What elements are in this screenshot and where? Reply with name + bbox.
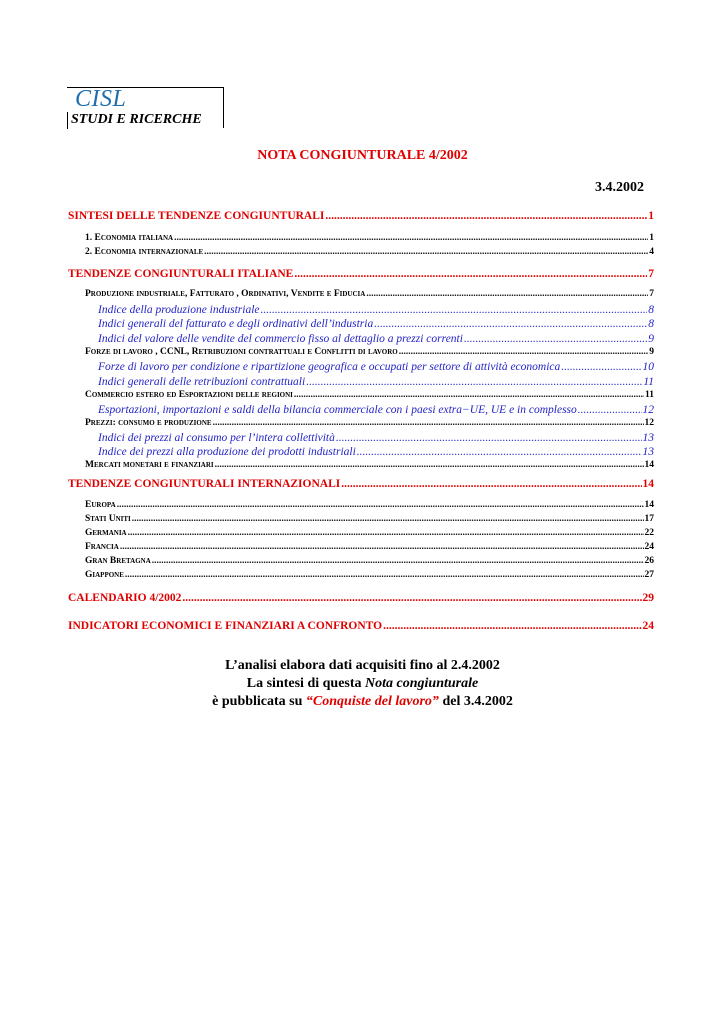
- toc-entry-label: Indici generali delle retribuzioni contrattuali: [98, 376, 306, 388]
- footer-line-2-italic: Nota congiunturale: [365, 676, 479, 691]
- toc-entry-page: 9: [648, 333, 654, 345]
- toc-entry-page: 8: [648, 318, 654, 330]
- toc-entry-page: 26: [644, 556, 654, 566]
- toc-entry-label: Giappone: [85, 570, 124, 580]
- toc-entry[interactable]: [85, 500, 654, 515]
- toc-entry-label: Indici del valore delle vendite del commercio fisso al dettaglio a prezzi correnti: [98, 333, 463, 345]
- toc-entry[interactable]: [68, 592, 654, 607]
- toc-entry-label: Germania: [85, 528, 127, 538]
- toc-entry-page: 1: [648, 210, 654, 222]
- toc-entry-label: CALENDARIO 4/2002: [68, 592, 182, 604]
- toc-entry[interactable]: [68, 620, 654, 635]
- toc-entry-page: 7: [649, 289, 654, 299]
- toc-entry-label: Indici generali del fatturato e degli ordinativi dell’industria: [98, 318, 374, 330]
- toc-entry-page: 29: [642, 592, 654, 604]
- toc-entry-label: 1. Economia italiana: [85, 233, 174, 243]
- footer-line-3-prefix: è pubblicata su: [212, 694, 306, 709]
- toc-entry-label: TENDENZE CONGIUNTURALI INTERNAZIONALI: [68, 478, 341, 490]
- toc-entry-label: Produzione industriale, Fatturato , Ordinativi, Vendite e Fiducia: [85, 289, 366, 299]
- toc-leader-dots: [357, 446, 642, 458]
- toc-leader-dots: [215, 460, 644, 470]
- toc-entry[interactable]: [85, 418, 654, 433]
- toc-entry[interactable]: [68, 478, 654, 493]
- footer-line-1: L’analisi elabora dati acquisiti fino al 2.4.2002: [225, 658, 500, 673]
- toc-entry[interactable]: [98, 404, 654, 419]
- toc-leader-dots: [294, 268, 647, 280]
- toc-entry-page: 14: [642, 478, 654, 490]
- toc-entry-label: SINTESI DELLE TENDENZE CONGIUNTURALI: [68, 210, 325, 222]
- footer-line-3-suffix: del 3.4.2002: [438, 694, 513, 709]
- footer-line-2-prefix: La sintesi di questa: [246, 676, 366, 691]
- toc-entry-label: Indici dei prezzi al consumo per l’intera collettività: [98, 432, 335, 444]
- toc-entry-page: 12: [644, 418, 654, 428]
- toc-entry-label: Esportazioni, importazioni e saldi della bilancia commerciale con i paesi extra−UE, UE e in complesso: [98, 404, 577, 416]
- toc-entry[interactable]: [68, 268, 654, 283]
- toc-entry-page: 1: [649, 233, 654, 243]
- footer-line-3: [0, 694, 725, 710]
- toc-leader-dots: [120, 542, 644, 552]
- toc-entry-page: 14: [644, 460, 654, 470]
- toc-entry-label: Francia: [85, 542, 119, 552]
- toc-entry-label: 2. Economia internazionale: [85, 247, 204, 257]
- toc-leader-dots: [561, 361, 641, 373]
- toc-entry-page: 10: [642, 361, 654, 373]
- toc-entry-page: 11: [643, 376, 654, 388]
- toc-entry[interactable]: [85, 289, 654, 304]
- toc-leader-dots: [374, 318, 647, 330]
- toc-entry[interactable]: [85, 528, 654, 543]
- toc-entry[interactable]: [98, 432, 654, 447]
- logo-title: CISL: [75, 86, 127, 112]
- toc-entry-label: Forze di lavoro , CCNL, Retribuzioni contrattuali e Conflitti di lavoro: [85, 347, 398, 357]
- toc-leader-dots: [213, 418, 644, 428]
- toc-leader-dots: [399, 347, 649, 357]
- toc-entry[interactable]: [85, 247, 654, 262]
- toc-leader-dots: [464, 333, 647, 345]
- toc-entry[interactable]: [85, 347, 654, 362]
- toc-entry[interactable]: [98, 318, 654, 333]
- toc-entry-page: 12: [642, 404, 654, 416]
- toc-entry[interactable]: [98, 361, 654, 376]
- toc-leader-dots: [325, 210, 647, 222]
- toc-leader-dots: [132, 514, 644, 524]
- toc-entry-page: 4: [649, 247, 654, 257]
- toc-leader-dots: [366, 289, 648, 299]
- toc-entry-label: Forze di lavoro per condizione e ripartizione geografica e occupati per settore di attività economica: [98, 361, 561, 373]
- toc-entry-label: Mercati monetari e finanziari: [85, 460, 214, 470]
- toc-entry-page: 17: [644, 514, 654, 524]
- toc-entry-page: 24: [642, 620, 654, 632]
- document-date: 3.4.2002: [595, 180, 644, 195]
- toc-entry-page: 8: [648, 304, 654, 316]
- toc-leader-dots: [383, 620, 641, 632]
- toc-entry[interactable]: [85, 390, 654, 405]
- toc-entry-label: Europa: [85, 500, 116, 510]
- footer-line-2: [0, 676, 725, 692]
- toc-leader-dots: [578, 404, 642, 416]
- toc-leader-dots: [117, 500, 644, 510]
- toc-entry[interactable]: [85, 233, 654, 248]
- toc-entry-page: 14: [644, 500, 654, 510]
- toc-entry-page: 11: [645, 390, 654, 400]
- toc-leader-dots: [204, 247, 648, 257]
- toc-leader-dots: [174, 233, 648, 243]
- toc-leader-dots: [294, 390, 644, 400]
- toc-entry[interactable]: [98, 333, 654, 348]
- toc-entry[interactable]: [98, 304, 654, 319]
- toc-entry-label: Indice dei prezzi alla produzione dei prodotti industriali: [98, 446, 356, 458]
- toc-entry[interactable]: [98, 376, 654, 391]
- toc-leader-dots: [261, 304, 648, 316]
- toc-entry-page: 22: [644, 528, 654, 538]
- toc-leader-dots: [306, 376, 642, 388]
- toc-entry-label: INDICATORI ECONOMICI E FINANZIARI A CONFRONTO: [68, 620, 383, 632]
- toc-entry-page: 13: [642, 432, 654, 444]
- toc-entry[interactable]: [85, 556, 654, 571]
- toc-entry-label: TENDENZE CONGIUNTURALI ITALIANE: [68, 268, 294, 280]
- toc-entry-label: Stati Uniti: [85, 514, 131, 524]
- toc-leader-dots: [182, 592, 641, 604]
- toc-entry-label: Prezzi: consumo e produzione: [85, 418, 212, 428]
- toc-leader-dots: [341, 478, 641, 490]
- toc-entry[interactable]: [85, 542, 654, 557]
- toc-entry[interactable]: [85, 514, 654, 529]
- toc-entry-page: 24: [644, 542, 654, 552]
- toc-leader-dots: [128, 528, 644, 538]
- footer-publication: “Conquiste del lavoro”: [305, 694, 439, 709]
- toc-entry[interactable]: [68, 210, 654, 225]
- toc-entry-page: 13: [642, 446, 654, 458]
- toc-entry-label: Indice della produzione industriale: [98, 304, 260, 316]
- toc-leader-dots: [336, 432, 642, 444]
- toc-entry-page: 7: [648, 268, 654, 280]
- toc-entry[interactable]: [98, 446, 654, 461]
- toc-entry-label: Gran Bretagna: [85, 556, 151, 566]
- toc-entry-label: Commercio estero ed Esportazioni delle regioni: [85, 390, 293, 400]
- logo-subtitle: STUDI E RICERCHE: [67, 112, 202, 129]
- toc-entry-page: 9: [649, 347, 654, 357]
- toc-leader-dots: [125, 570, 644, 580]
- toc-entry[interactable]: [85, 570, 654, 585]
- toc-entry-page: 27: [644, 570, 654, 580]
- document-title: NOTA CONGIUNTURALE 4/2002: [257, 148, 468, 163]
- toc-leader-dots: [152, 556, 644, 566]
- toc-entry[interactable]: [85, 460, 654, 475]
